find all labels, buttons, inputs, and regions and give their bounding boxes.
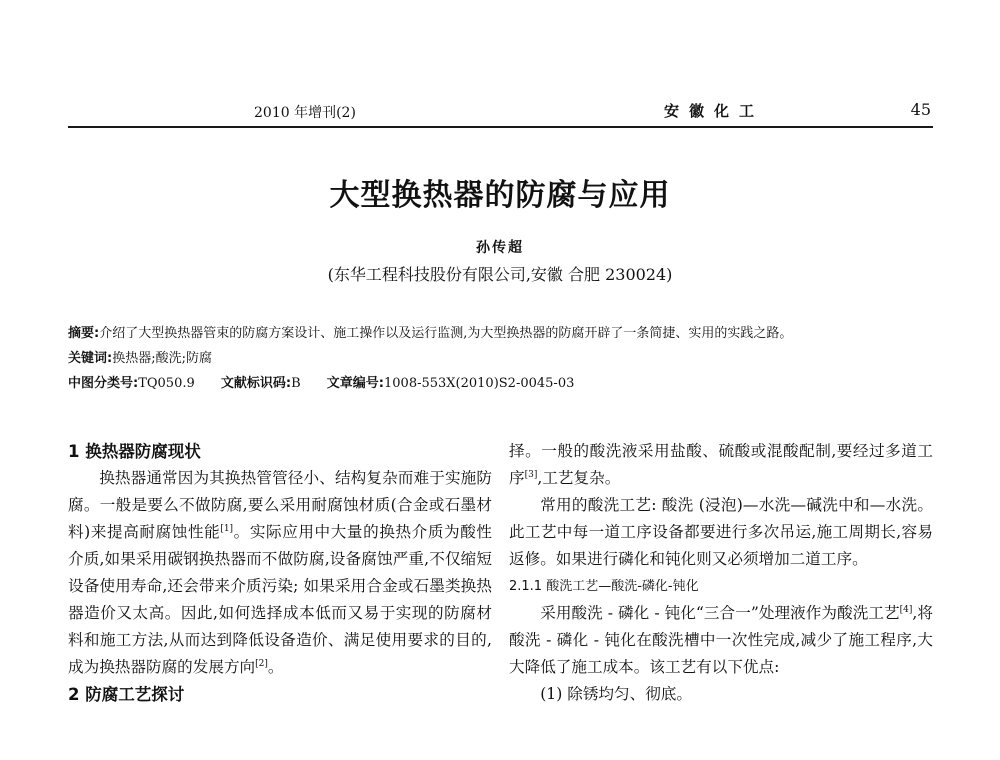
section-2-heading: 2 防腐工艺探讨 (68, 685, 185, 704)
header-journal-name: 安徽化工 (664, 102, 765, 120)
abstract-label: 摘要: (68, 326, 100, 341)
citation-ref: [2] (255, 658, 268, 669)
header-issue: 2010 年增刊(2) (254, 105, 356, 121)
list-item: (1) 除锈均匀、彻底。 (540, 685, 692, 703)
article-title: 大型换热器的防腐与应用 (329, 178, 671, 213)
abstract (68, 322, 948, 341)
citation-ref: [4] (899, 604, 913, 615)
clc-number: 中图分类号:TQ050.9 (68, 376, 195, 391)
citation-ref: [1] (220, 523, 234, 534)
right-paragraph-1: 择。一般的酸洗液采用盐酸、硫酸或混酸配制,要经过多道工序[3],工艺复杂。 (509, 442, 933, 487)
section-1-heading: 1 换热器防腐现状 (68, 442, 201, 461)
classification-line (68, 372, 948, 391)
left-paragraph-1: 换热器通常因为其换热管管径小、结构复杂而难于实施防腐。一般是要么不做防腐,要么采用耐腐蚀材质(合金或石墨材料)来提高耐腐蚀性能[1]。实际应用中大量的换热介质为酸性介质,如果采用碳钢换热器而不做防腐,设备腐蚀严重,不仅缩短设备使用寿命,还会带来介质污染; 如果采用合金或石墨类换热器造价又太高。因此,如何选择成本低而又易于实现的防腐材料和施工方法,从而达到降低设备造价、满足使用要求的目的,成为换热器防腐的发展方向[2]。 (68, 469, 492, 676)
article-number: 文章编号:1008-553X(2010)S2-0045-03 (326, 376, 575, 391)
article-author: 孙传超 (476, 240, 524, 256)
left-column (68, 438, 492, 708)
abstract-text: 介绍了大型换热器管束的防腐方案设计、施工操作以及运行监测,为大型换热器的防腐开辟了一条简捷、实用的实践之路。 (99, 326, 793, 341)
keywords-text: 换热器;酸洗;防腐 (112, 351, 212, 366)
advantages-list (509, 681, 933, 708)
subsection-2-1-1-heading: 2.1.1 酸洗工艺—酸洗-磷化-钝化 (509, 579, 699, 594)
running-header (68, 98, 933, 128)
keywords (68, 347, 948, 366)
citation-ref: [3] (524, 469, 538, 480)
header-page-number: 45 (910, 100, 931, 119)
document-code: 文献标识码:B (220, 376, 301, 391)
keywords-label: 关键词: (68, 351, 113, 366)
right-paragraph-3: 采用酸洗 - 磷化 - 钝化“三合一”处理液作为酸洗工艺[4],将酸洗 - 磷化 - 钝化在酸洗槽中一次性完成,减少了施工程序,大大降低了施工成本。该工艺有以下优点: (509, 604, 933, 676)
right-paragraph-2: 常用的酸洗工艺: 酸洗 (浸泡)—水洗—碱洗中和—水洗。此工艺中每一道工序设备都要进行多次吊运,施工周期长,容易返修。如果进行磷化和钝化则又必须增加二道工序。 (509, 496, 933, 568)
right-column (509, 438, 933, 708)
author-affiliation: (东华工程科技股份有限公司,安徽 合肥 230024) (327, 265, 673, 284)
